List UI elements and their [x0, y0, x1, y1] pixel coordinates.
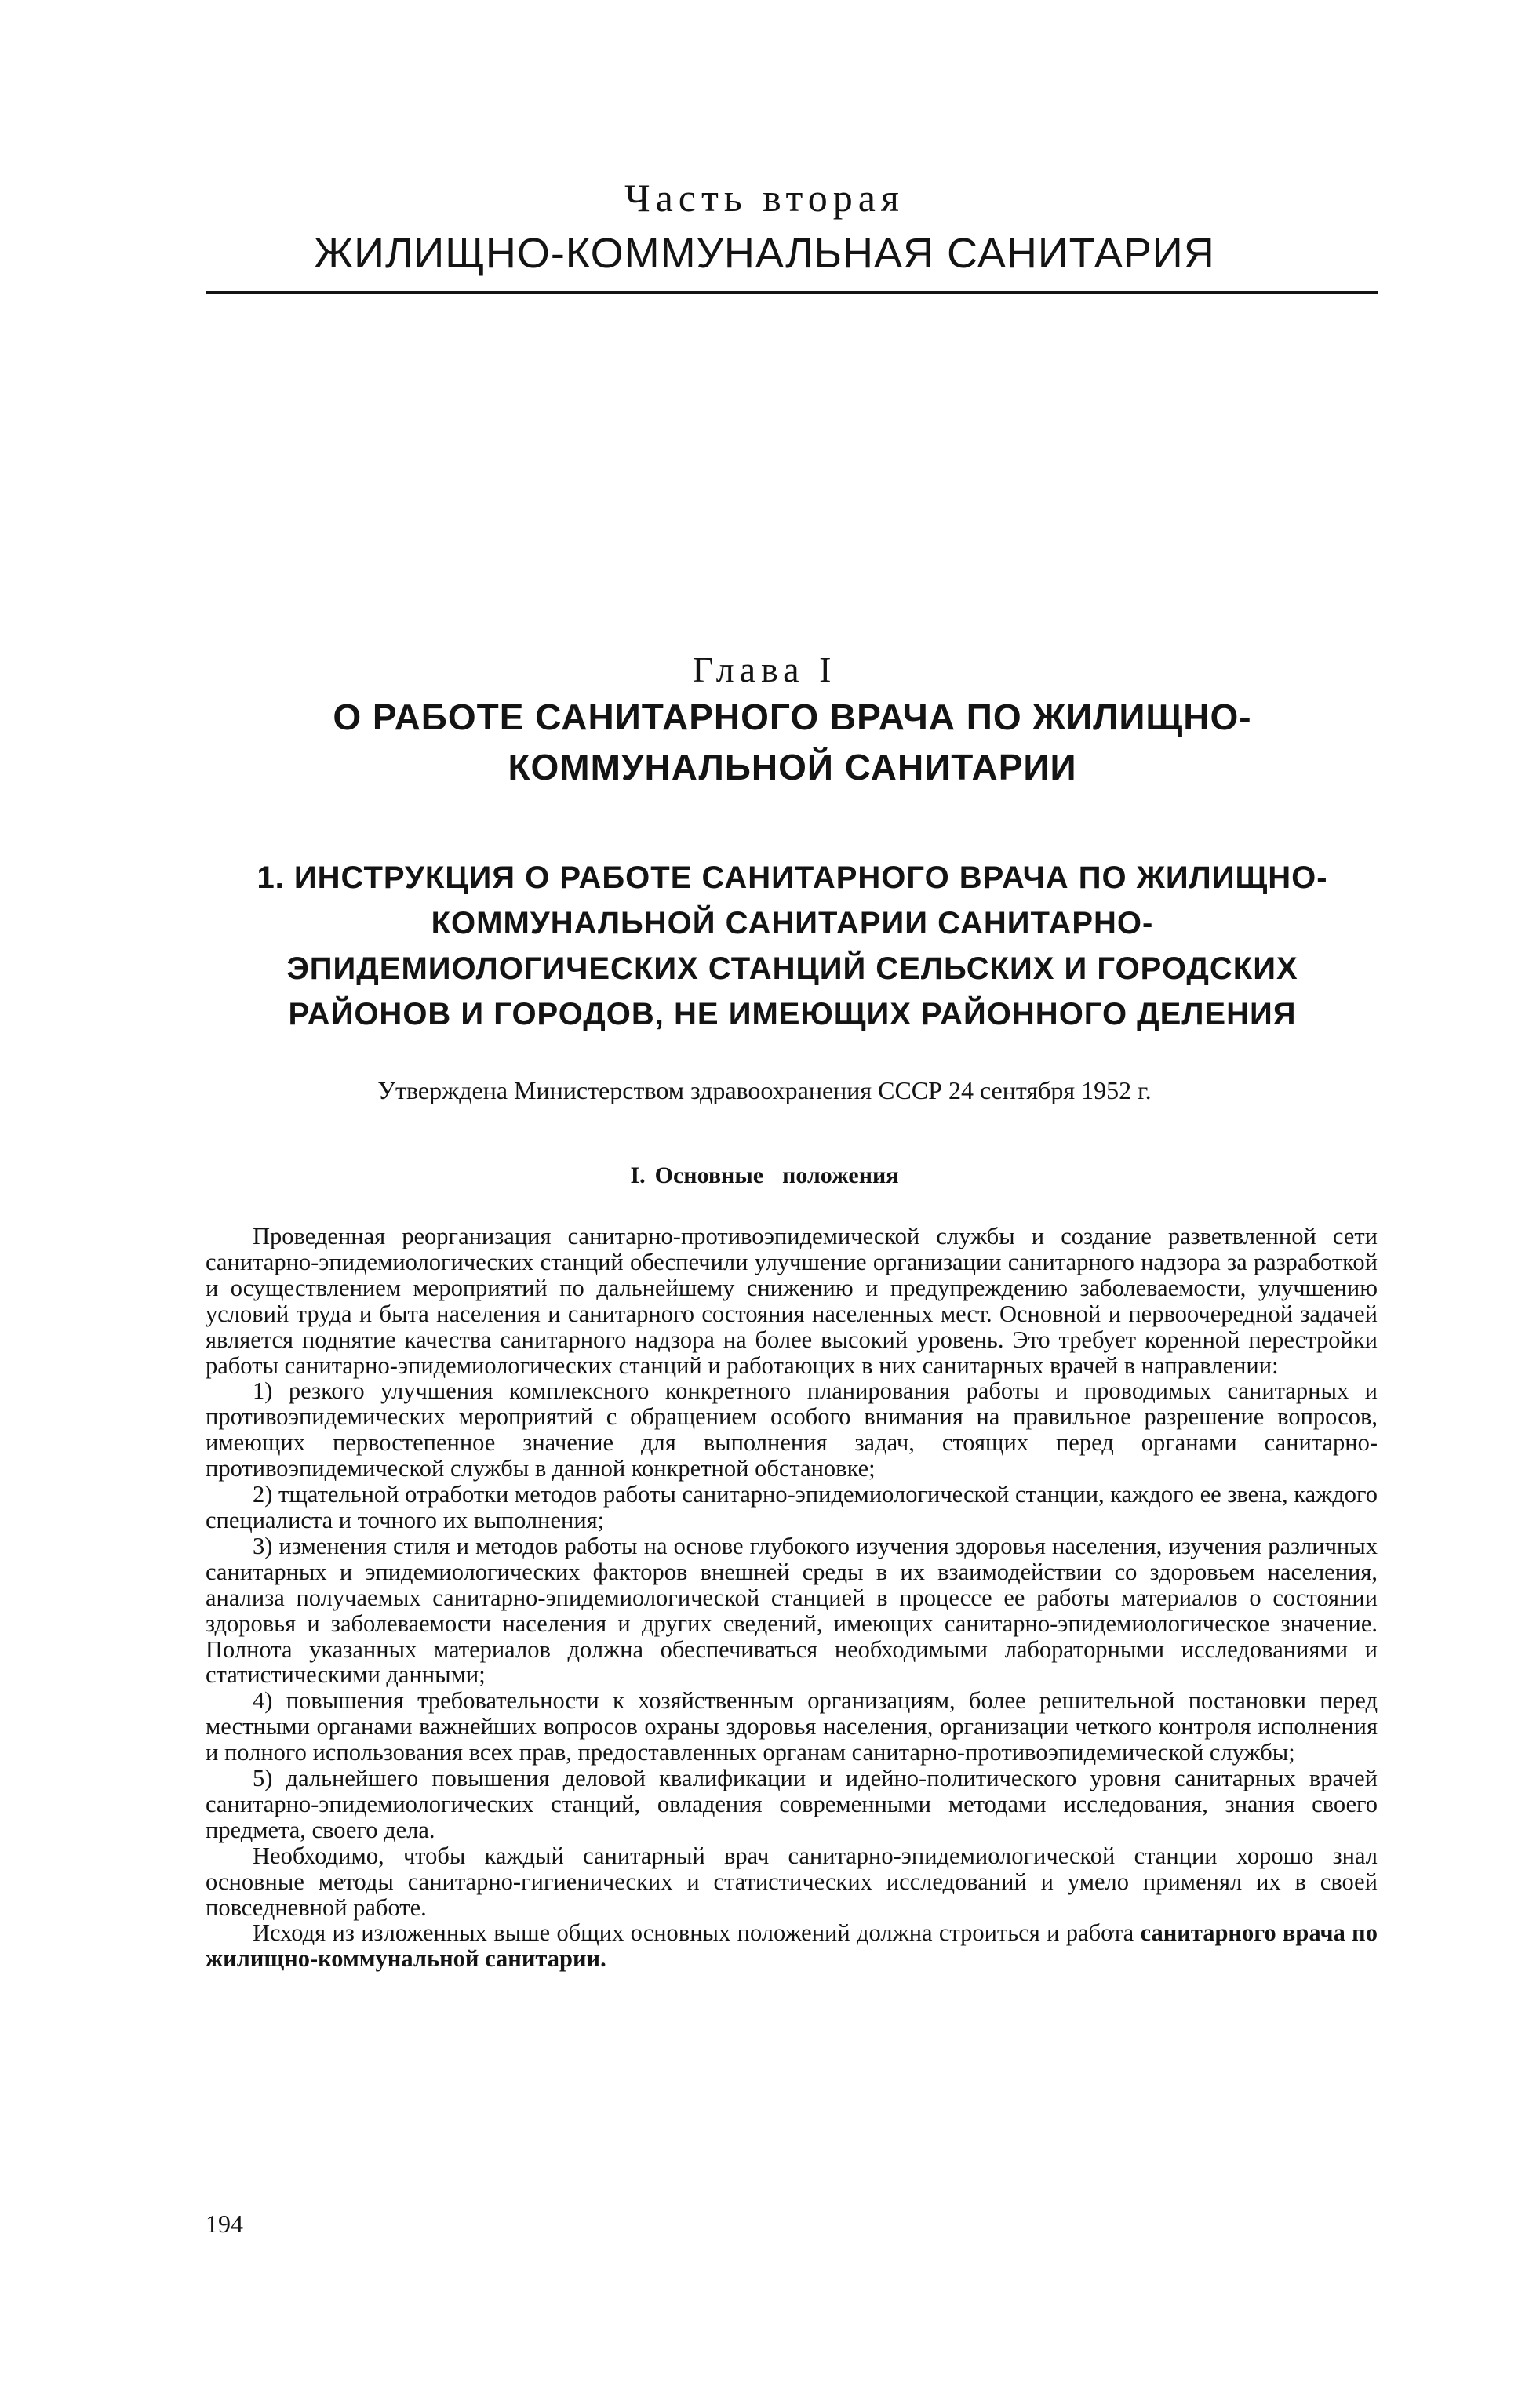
paragraph-list-item: 5) дальнейшего повышения деловой квалификации и идейно-политического уровня санитарных врачей санитарно-эпидемиологических станций, овладения современными методами исследования, знания своего предмета, своего дела.	[206, 1765, 1378, 1843]
closing-paragraph	[206, 1920, 1378, 1972]
paragraph-list-item: 4) повышения требовательности к хозяйственным организациям, более решительной постановки перед местными органами важнейших вопросов охраны здоровья населения, организации четкого контроля исполнения и полного использования всех прав, предоставленных органам санитарно-противоэпидемической службы;	[206, 1687, 1378, 1766]
part-label: Часть вторая	[624, 176, 905, 220]
paragraph-list-item: 3) изменения стиля и методов работы на основе глубокого изучения здоровья населения, изучения различных санитарных и эпидемиологических факторов внешней среды в их взаимодействии со здоровьем населения, анализа получаемых санитарно-эпидемиологической станцией в процессе ее работы материалов о состоянии здоровья и заболеваемости населения и других сведений, имеющих санитарно-эпидемиологическое значение. Полнота указанных материалов должна обеспечиваться необходимыми лабораторными исследованиями и статистическими данными;	[206, 1532, 1378, 1689]
chapter-title-line: КОММУНАЛЬНОЙ САНИТАРИИ	[508, 747, 1077, 788]
paragraph: Необходимо, чтобы каждый санитарный врач санитарно-эпидемиологической станции хорошо знал основные методы санитарно-гигиенических и статистических исследований и умело применял их в своей повседневной работе.	[206, 1842, 1378, 1921]
closing-bold-tail: санитарного врача по жилищно-коммунальной санитарии.	[206, 1919, 1378, 1973]
section-title-line: РАЙОНОВ И ГОРОДОВ, НЕ ИМЕЮЩИХ РАЙОННОГО ДЕЛЕНИЯ	[288, 997, 1297, 1031]
closing-lead: Исходя из изложенных выше общих основных положений должна строиться и работа	[253, 1919, 1134, 1947]
part-title: ЖИЛИЩНО-КОММУНАЛЬНАЯ САНИТАРИЯ	[314, 230, 1215, 277]
chapter-title-line: О РАБОТЕ САНИТАРНОГО ВРАЧА ПО ЖИЛИЩНО-	[333, 697, 1252, 737]
section-title-line: ЭПИДЕМИОЛОГИЧЕСКИХ СТАНЦИЙ СЕЛЬСКИХ И ГОРОДСКИХ	[286, 951, 1298, 986]
section-title	[202, 855, 1382, 1037]
approval-note: Утверждена Министерством здравоохранения СССР 24 сентября 1952 г.	[377, 1076, 1152, 1104]
paragraph-list-item: 2) тщательной отработки методов работы санитарно-эпидемиологической станции, каждого ее звена, каждого специалиста и точного их выполнения;	[206, 1481, 1378, 1533]
chapter-label: Глава I	[692, 649, 837, 689]
paragraph: Проведенная реорганизация санитарно-противоэпидемической службы и создание разветвленной сети санитарно-эпидемиологических станций обеспечили улучшение организации санитарного надзора за разработкой и осуществлением мероприятий по дальнейшему снижению и предупреждению заболеваемости, улучшению условий труда и быта населения и санитарного состояния населенных мест. Основной и первоочередной задачей является поднятие качества санитарного надзора на более высокий уровень. Это требует коренной перестройки работы санитарно-эпидемиологических станций и работающих в них санитарных врачей в направлении:	[206, 1223, 1378, 1379]
section-title-line: КОММУНАЛЬНОЙ САНИТАРИИ САНИТАРНО-	[431, 906, 1154, 940]
paragraph-list-item: 1) резкого улучшения комплексного конкретного планирования работы и проводимых санитарных и противоэпидемических мероприятий с обращением особого внимания на правильное разрешение вопросов, имеющих первостепенное значение для выполнения задач, стоящих перед органами санитарно-противоэпидемической службы в данной конкретной обстановке;	[206, 1377, 1378, 1482]
page-number: 194	[206, 2210, 243, 2238]
body-text	[206, 1224, 1378, 1972]
subsection-title-word: Основные	[654, 1162, 764, 1188]
subsection-heading	[0, 1159, 1529, 1192]
chapter-title	[204, 692, 1381, 792]
part-title-rule	[206, 291, 1378, 294]
subsection-number: I.	[630, 1162, 646, 1188]
subsection-title-word: положения	[782, 1162, 899, 1188]
section-title-line: 1. ИНСТРУКЦИЯ О РАБОТЕ САНИТАРНОГО ВРАЧА ПО ЖИЛИЩНО-	[257, 860, 1328, 895]
